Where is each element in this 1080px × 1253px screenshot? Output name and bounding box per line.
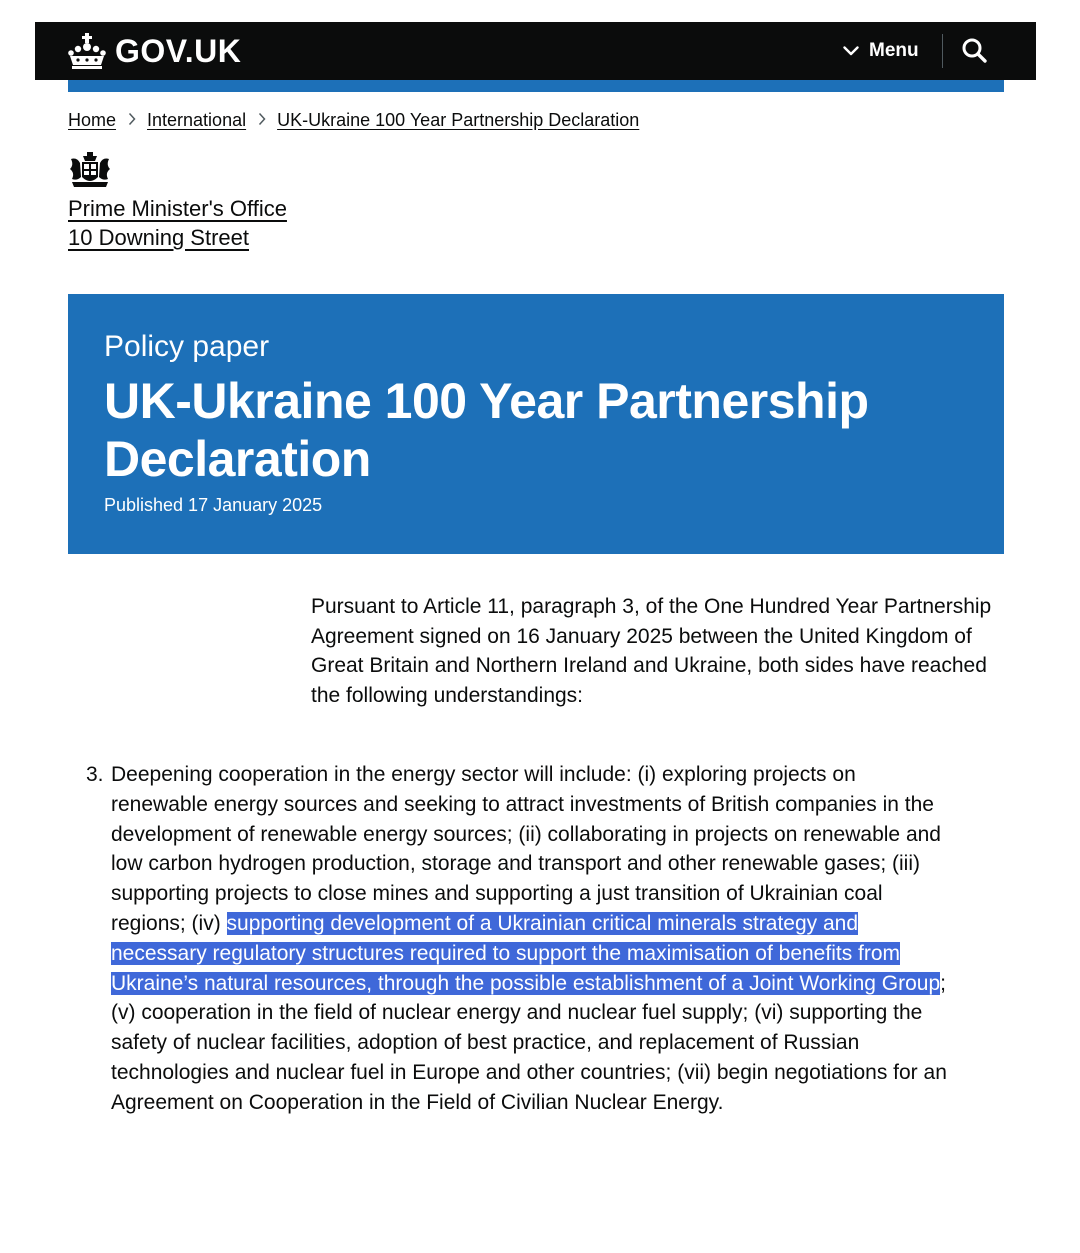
- breadcrumb-current-page[interactable]: UK-Ukraine 100 Year Partnership Declaration: [277, 110, 640, 130]
- menu-label: Menu: [869, 40, 919, 61]
- document-type: Policy paper: [104, 330, 270, 363]
- search-button[interactable]: [960, 36, 990, 66]
- organisation-name-line2[interactable]: 10 Downing Street: [68, 225, 249, 250]
- published-date: Published 17 January 2025: [104, 495, 323, 515]
- organisation-name-line1[interactable]: Prime Minister's Office: [68, 196, 287, 221]
- header-divider: [942, 34, 943, 68]
- chevron-right-icon: [128, 110, 136, 131]
- header-blue-strip: [68, 80, 1004, 92]
- highlighted-selection: supporting development of a Ukrainian critical minerals strategy and necessary regulatory structures required to support the maximisation of benefits from Ukraine’s natural resources, through the possible establishment of a Joint Working Group: [111, 911, 941, 995]
- page-title: UK-Ukraine 100 Year Partnership Declaration: [104, 373, 869, 487]
- chevron-down-icon: [843, 40, 869, 62]
- crown-icon: [67, 32, 107, 70]
- menu-button[interactable]: [843, 36, 919, 66]
- govuk-logo-link[interactable]: [67, 30, 241, 72]
- paragraph-3: [111, 760, 951, 1118]
- breadcrumb-international[interactable]: International: [147, 110, 247, 130]
- paragraph-text-after: ; (v) cooperation in the field of nuclear energy and nuclear fuel supply; (vi) supporting the safety of nuclear facilities, adoption of best practice, and replacement of Russian technologies and nuclear fuel in Europe and other countries; (vii) begin negotiations for an Agreement on Cooperation in the Field of Civilian Nuclear Energy.: [111, 971, 947, 1114]
- chevron-right-icon: [258, 110, 266, 131]
- breadcrumb: [68, 110, 639, 131]
- breadcrumb-home[interactable]: Home: [68, 110, 117, 130]
- paragraph-text-before: Deepening cooperation in the energy sector will include: (i) exploring projects on renewable energy sources and seeking to attract investments of British companies in the development of renewable energy sources; (ii) collaborating in projects on renewable and low carbon hydrogen production, storage and transport and other renewable gases; (iii) supporting projects to close mines and supporting a just transition of Ukrainian coal regions; (iv): [111, 763, 941, 935]
- intro-paragraph: Pursuant to Article 11, paragraph 3, of the One Hundred Year Partnership Agreement signed on 16 January 2025 between the United Kingdom of Great Britain and Northern Ireland and Ukraine, both sides have reached the following understandings:: [311, 595, 992, 707]
- paragraph-number: 3.: [86, 763, 104, 786]
- search-icon: [960, 53, 990, 70]
- site-header: [35, 22, 1036, 80]
- organisation-link[interactable]: [68, 194, 287, 252]
- title-banner: [68, 294, 1004, 554]
- logo-text: GOV.UK: [115, 32, 242, 69]
- royal-arms-icon: [68, 151, 112, 194]
